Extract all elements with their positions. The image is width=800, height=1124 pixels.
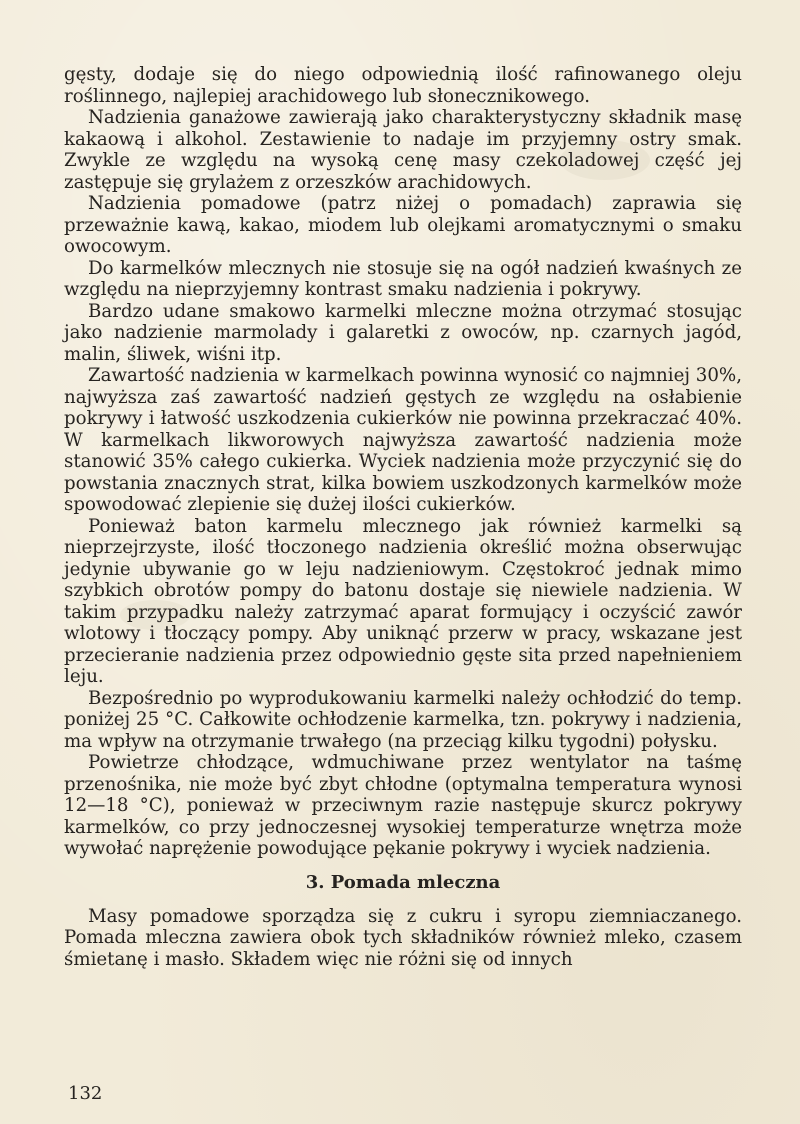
- paragraph-filling-pump: Ponieważ baton karmelu mlecznego jak również karmelki są nieprzejrzyste, ilość tłoczonego nadzienia określić można obserwując jedynie ubywanie go w leju nadzieniowym. Częstokroć jednak mimo szybkich obrotów pompy do batonu dostaje się niewiele nadzienia. W takim przypadku należy zatrzymać aparat formujący i oczyścić zawór wlotowy i tłoczący pompy. Aby uniknąć przerw w pracy, wskazane jest przecieranie nadzienia przez odpowiednio gęste sita przed napełnieniem leju.: [64, 515, 742, 687]
- page-text: [64, 64, 742, 970]
- page-number: 132: [68, 1083, 103, 1104]
- paragraph-cooling: Bezpośrednio po wyprodukowaniu karmelki należy ochłodzić do temp. poniżej 25 °C. Całkowite ochłodzenie karmelka, tzn. pokrywy i nadzienia, ma wpływ na otrzymanie trwałego (na przeciąg kilku tygodni) połysku.: [64, 687, 742, 752]
- paragraph-fondant-intro: Masy pomadowe sporządza się z cukru i syropu ziemniaczanego. Pomada mleczna zawiera obok tych składników również mleko, czasem śmietanę i masło. Składem więc nie różni się od innych: [64, 905, 742, 970]
- paragraph-milk-caramels-sour: Do karmelków mlecznych nie stosuje się na ogół nadzień kwaśnych ze względu na nieprzyjemny kontrast smaku nadzienia i pokrywy.: [64, 257, 742, 300]
- section-heading: 3. Pomada mleczna: [305, 871, 501, 893]
- paragraph-fondant-fillings: Nadzienia pomadowe (patrz niżej o pomadach) zaprawia się przeważnie kawą, kakao, miodem lub olejkami aromatycznymi o smaku owocowym.: [64, 193, 742, 257]
- paragraph-continuation: gęsty, dodaje się do niego odpowiednią ilość rafinowanego oleju roślinnego, najlepiej arachidowego lub słonecznikowego.: [64, 64, 742, 107]
- paragraph-ganache-fillings: Nadzienia ganażowe zawierają jako charakterystyczny składnik masę kakaową i alkohol. Zestawienie to nadaje im przyjemny ostry smak. Zwykle ze względu na wysoką cenę masy czekoladowej część jej zastępuje się grylażem z orzeszków arachidowych.: [64, 107, 742, 193]
- paragraph-jam-fillings: Bardzo udane smakowo karmelki mleczne można otrzymać stosując jako nadzienie marmolady i galaretki z owoców, np. czarnych jagód, malin, śliwek, wiśni itp.: [64, 300, 742, 365]
- paragraph-filling-content: Zawartość nadzienia w karmelkach powinna wynosić co najmniej 30%, najwyższa zaś zawartość nadzień gęstych ze względu na osłabienie pokrywy i łatwość uszkodzenia cukierków nie powinna przekraczać 40%. W karmelkach likworowych najwyższa zawartość nadzienia może stanowić 35% całego cukierka. Wyciek nadzienia może przyczynić się do powstania znacznych strat, kilka bowiem uszkodzonych karmelków może spowodować zlepienie się dużej ilości cukierków.: [64, 365, 742, 515]
- paragraph-cooling-air: Powietrze chłodzące, wdmuchiwane przez wentylator na taśmę przenośnika, nie może być zbyt chłodne (optymalna temperatura wynosi 12—18 °C), ponieważ w przeciwnym razie następuje skurcz pokrywy karmelków, co przy jednoczesnej wysokiej temperaturze wnętrza może wywołać naprężenie powodujące pękanie pokrywy i wyciek nadzienia.: [64, 752, 742, 859]
